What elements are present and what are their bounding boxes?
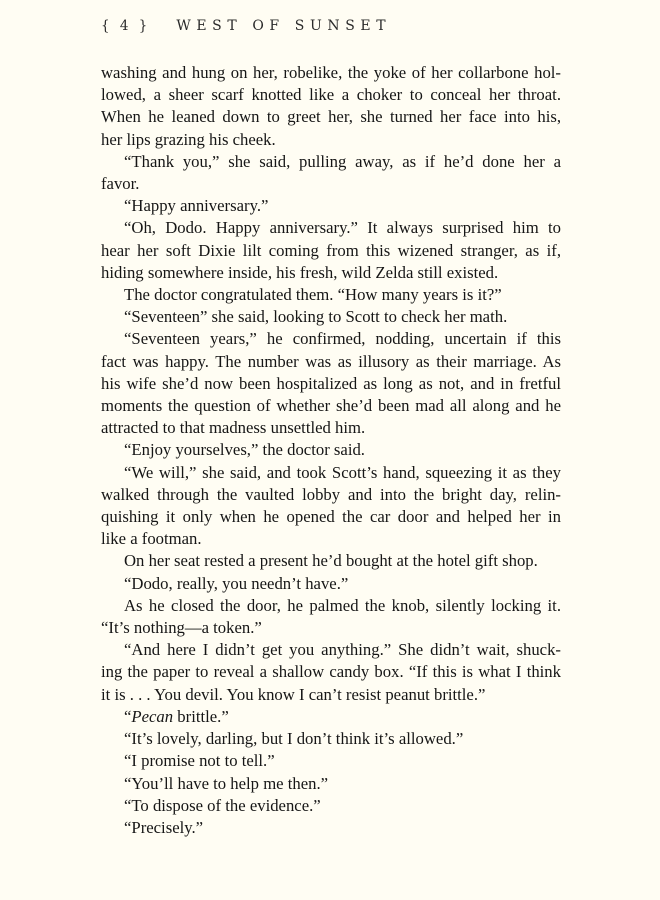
- text-line: washing and hung on her, robelike, the yoke of her collarbone hol-: [101, 63, 561, 82]
- text-line: her lips grazing his cheek.: [101, 129, 276, 149]
- paragraph: [101, 550, 561, 572]
- paragraph: [101, 62, 561, 151]
- text-line: “I promise not to tell.”: [124, 751, 275, 771]
- paragraph: [101, 595, 561, 639]
- paragraph: [101, 151, 561, 195]
- text-line: “It’s nothing—a token.”: [101, 618, 262, 638]
- text-line: “We will,” she said, and took Scott’s hand, squeezing it as they: [124, 462, 561, 482]
- text-line: “Enjoy yourselves,” the doctor said.: [124, 440, 365, 460]
- text-line: “Thank you,” she said, pulling away, as if he’d done her a: [124, 151, 561, 171]
- paragraph: [101, 217, 561, 284]
- paragraph: [101, 573, 561, 595]
- text-line: ing the paper to reveal a shallow candy box. “If this is what I think: [101, 662, 561, 682]
- paragraph: [101, 306, 561, 328]
- paragraph: [101, 462, 561, 551]
- text-line: quishing it only when he opened the car door and helped her in: [101, 507, 561, 527]
- paragraph: [101, 773, 561, 795]
- text-line: fact was happy. The number was as illusory as their marriage. As: [101, 351, 561, 371]
- text-line: “And here I didn’t get you anything.” She didn’t wait, shuck-: [124, 640, 561, 660]
- text-line: hiding somewhere inside, his fresh, wild Zelda still existed.: [101, 262, 499, 282]
- text-line: like a footman.: [101, 529, 202, 549]
- text-line: “Pecan brittle.”: [124, 706, 229, 726]
- text-line: “You’ll have to help me then.”: [124, 773, 329, 793]
- text-line: The doctor congratulated them. “How many years is it?”: [124, 285, 502, 305]
- paragraph: [101, 195, 561, 217]
- italic-word: Pecan: [131, 706, 174, 726]
- text-line: favor.: [101, 174, 140, 194]
- text-line: hear her soft Dixie lilt coming from this wizened stranger, as if,: [101, 240, 561, 260]
- paragraph: [101, 439, 561, 461]
- paragraph: [101, 750, 561, 772]
- book-title: WEST OF SUNSET: [176, 18, 392, 34]
- text-line: lowed, a sheer scarf knotted like a choker to conceal her throat.: [101, 85, 561, 105]
- text-line: walked through the vaulted lobby and into the bright day, relin-: [101, 484, 561, 504]
- text-line: “Happy anniversary.”: [124, 196, 269, 216]
- page-number: { 4 }: [101, 18, 151, 34]
- text-line: “Seventeen” she said, looking to Scott to check her math.: [124, 307, 508, 327]
- running-head: [101, 18, 391, 34]
- body-text: [101, 62, 561, 839]
- text-line: “Dodo, really, you needn’t have.”: [124, 573, 349, 593]
- paragraph: [101, 328, 561, 439]
- paragraph: [101, 728, 561, 750]
- paragraph: [101, 284, 561, 306]
- text-line: “Seventeen years,” he confirmed, nodding, uncertain if this: [124, 329, 561, 349]
- text-line: “Precisely.”: [124, 817, 204, 837]
- paragraph: [101, 795, 561, 817]
- paragraph: [101, 817, 561, 839]
- text-line: As he closed the door, he palmed the knob, silently locking it.: [124, 595, 561, 615]
- text-line: attracted to that madness unsettled him.: [101, 418, 366, 438]
- text-line: moments the question of whether she’d been mad all along and he: [101, 396, 561, 416]
- text-line: “Oh, Dodo. Happy anniversary.” It always surprised him to: [124, 218, 561, 238]
- paragraph: [101, 639, 561, 706]
- text-line: “It’s lovely, darling, but I don’t think it’s allowed.”: [124, 729, 464, 749]
- paragraph: [101, 706, 561, 728]
- text-line: On her seat rested a present he’d bought at the hotel gift shop.: [124, 551, 538, 571]
- text-line: it is . . . You devil. You know I can’t resist peanut brittle.”: [101, 684, 486, 704]
- text-line: “To dispose of the evidence.”: [124, 795, 321, 815]
- text-line: his wife she’d now been hospitalized as long as not, and in fretful: [101, 373, 561, 393]
- text-line: When he leaned down to greet her, she turned her face into his,: [101, 107, 561, 127]
